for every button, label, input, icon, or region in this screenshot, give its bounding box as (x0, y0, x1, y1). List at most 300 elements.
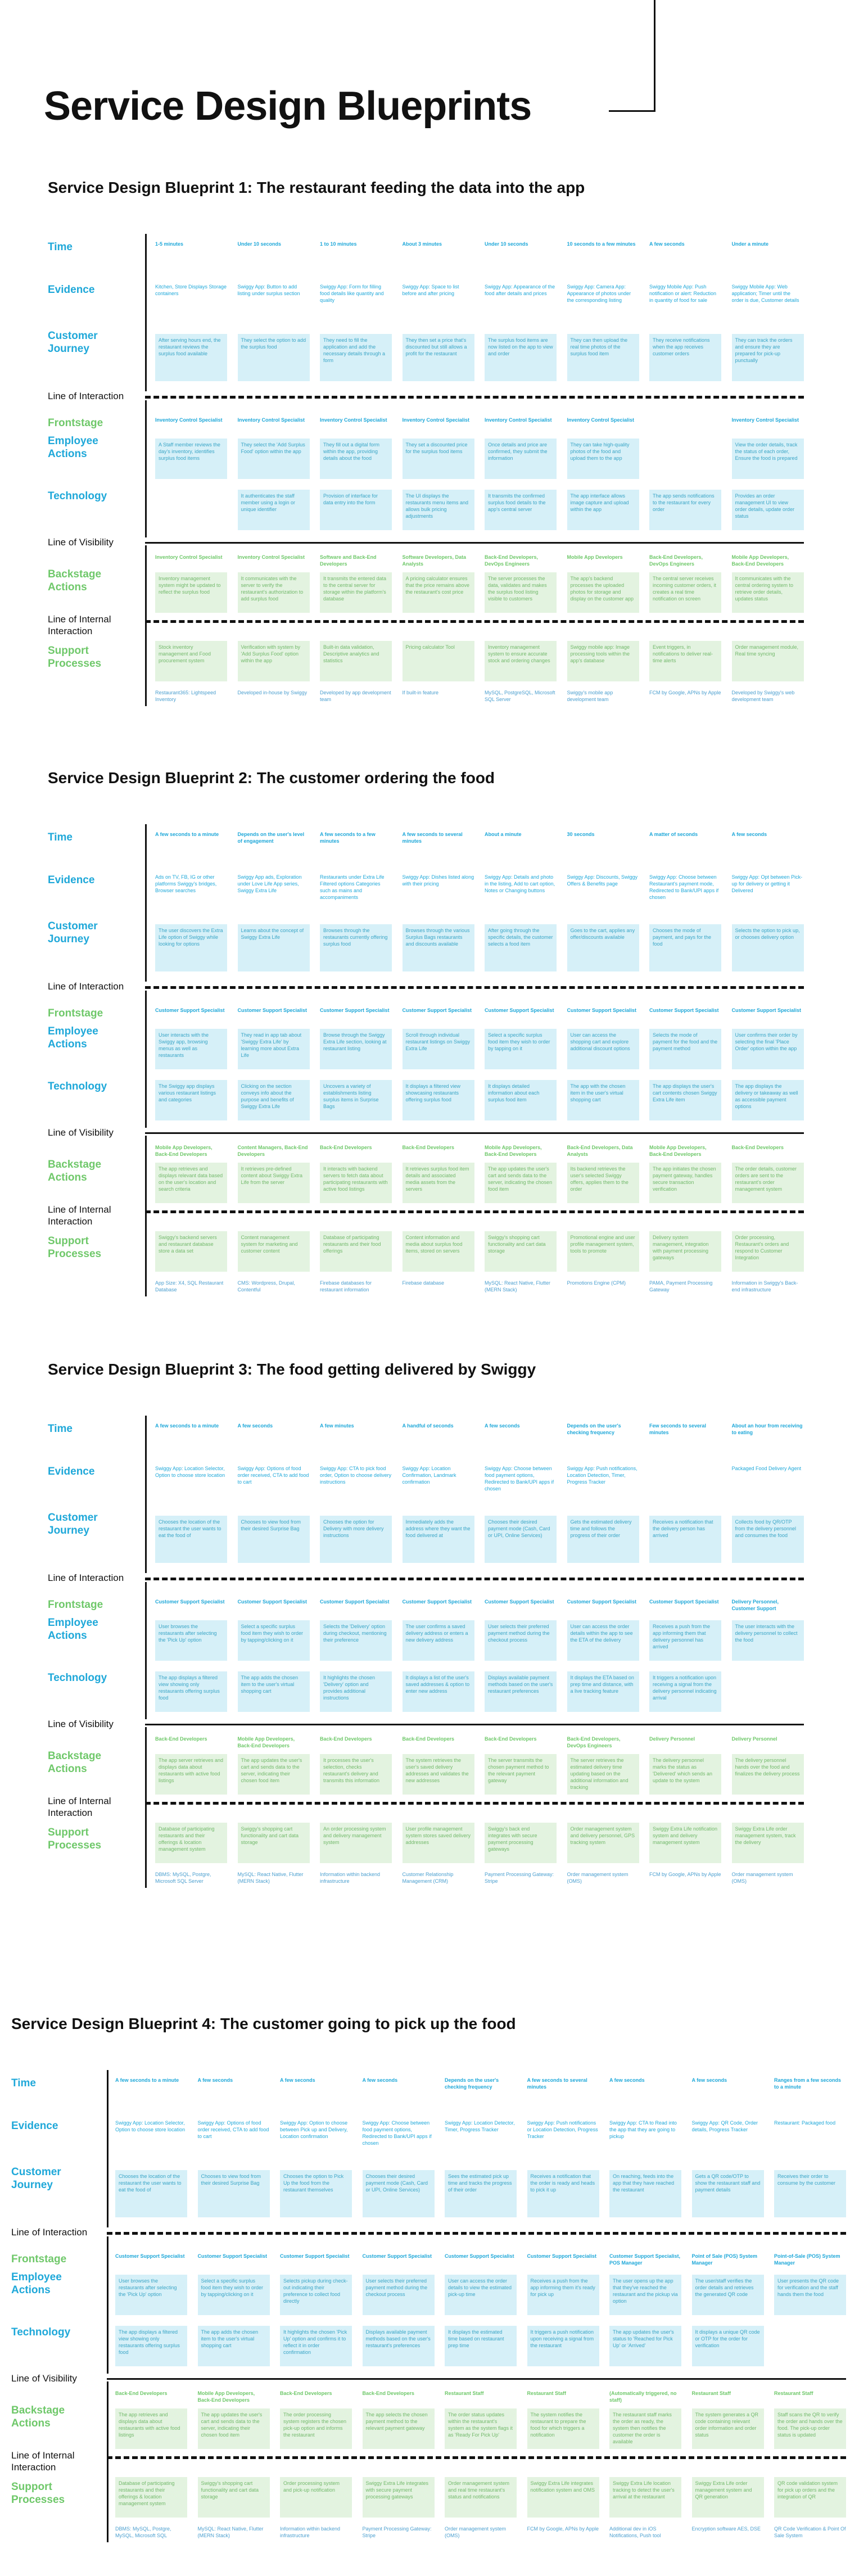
decorative-horizontal-line (609, 110, 655, 112)
line-of-interaction (107, 2232, 846, 2235)
backstage-actions-label: Backstage Actions (11, 2405, 65, 2429)
frontstage-card: User browses the restaurants after selecting the 'Pick Up' option (115, 2275, 187, 2315)
frontstage-card: They set a discounted price for the surplus food items (403, 439, 474, 479)
tool-cell: Promotions Engine (CPM) (567, 1280, 626, 1286)
frontstage-role: Customer Support Specialist (155, 1599, 225, 1605)
time-cell: About a minute (485, 831, 522, 837)
technology-card: It triggers a notification upon receiving a signal from the delivery personnel indicating arrival (649, 1671, 721, 1712)
journey-card: They need to fill the application and add the necessary details through a form (320, 334, 392, 381)
journey-card: Goes to the cart, applies any offer/discounts available (567, 924, 639, 971)
backstage-role: Back-End Developers (485, 1736, 537, 1742)
backstage-card: It processes the user's selection, checks restaurant's delivery and transmits this information (320, 1754, 392, 1795)
backstage-card: The delivery personnel hands over the food and finalizes the delivery process (732, 1754, 804, 1795)
frontstage-card: Selects the mode of payment for the food and the payment method (649, 1029, 721, 1069)
support-card: Swiggy's shopping cart functionality and cart data storage (238, 1823, 310, 1863)
blueprint-title: Service Design Blueprint 1: The restaurant feeding the data into the app (48, 179, 585, 196)
support-processes-label: Support Processes (48, 1827, 102, 1851)
tool-cell: Developed by Swiggy's web development team (731, 690, 795, 702)
frontstage-label: Frontstage (11, 2253, 67, 2265)
backstage-role: Back-End Developers (115, 2390, 168, 2396)
backstage-role: Back-End Developers, DevOps Engineers (649, 554, 703, 567)
journey-card: Browses through the restaurants currently offering surplus food (320, 924, 392, 971)
vertical-divider (107, 2236, 108, 2374)
frontstage-role: Customer Support Specialist (115, 2253, 185, 2259)
backstage-card: It communicates with the server to verify the restaurant's authorization to add surplus food (238, 572, 310, 613)
journey-card: Selects the option to pick up, or chooses delivery option (732, 924, 804, 971)
frontstage-card: They read in app tab about 'Swiggy Extra Life' by learning more about Extra Life (238, 1029, 310, 1069)
journey-card: Chooses the option for Delivery with more delivery instructions (320, 1516, 392, 1563)
blueprint-3 (0, 1361, 850, 1922)
tool-cell: PAMA, Payment Processing Gateway (649, 1280, 713, 1292)
backstage-card: The order processing system registers the chosen pick-up option and informs the restaurant (280, 2408, 352, 2449)
technology-card: The app sends notifications to the restaurant for every order (649, 490, 721, 530)
support-card: Swiggy Extra Life integrates notification system and OMS (527, 2477, 599, 2518)
backstage-role: Restaurant Staff (445, 2390, 484, 2396)
frontstage-card: User browses the restaurants after selecting the 'Pick Up' option (155, 1620, 227, 1661)
support-card: Order management module, Real time syncing (732, 641, 804, 681)
support-card: Swiggy's backend servers and restaurant database store a data set (155, 1231, 227, 1272)
frontstage-role: Customer Support Specialist (485, 1007, 554, 1013)
journey-card: Chooses the mode of payment, and pays for the food (649, 924, 721, 971)
tool-cell: DBMS: MySQL, Postgre, MySQL, Microsoft SQL (115, 2526, 171, 2538)
frontstage-card: User selects their preferred payment method during the checkout process (363, 2275, 435, 2315)
technology-label: Technology (48, 490, 107, 502)
tool-cell: Firebase databases for restaurant information (320, 1280, 372, 1292)
support-card: Swiggy Extra Life integrates with secure payment processing gateways (363, 2477, 435, 2518)
backstage-card: The app updates the user's cart and sends data to the server, indicating the chosen food item (485, 1163, 557, 1203)
support-card: Event triggers, in notifications to deliver real-time alerts (649, 641, 721, 681)
frontstage-card: View the order details, track the status of each order, Ensure the food is prepared (732, 439, 804, 479)
backstage-role: (Automatically triggered, no staff) (609, 2390, 677, 2403)
support-processes-label: Support Processes (48, 1235, 102, 1260)
evidence-cell: Swiggy App: Appearance of the food after details and prices (485, 284, 555, 296)
technology-card: The app interface allows image capture and upload within the app (567, 490, 639, 530)
tool-cell: CMS: Wordpress, Drupal, Contentful (237, 1280, 295, 1292)
time-label: Time (11, 2077, 37, 2089)
line-of-visibility (107, 2378, 846, 2380)
journey-card: Sees the estimated pick up time and tracks the progress of their order (445, 2170, 517, 2217)
decorative-vertical-line (654, 0, 655, 112)
backstage-card: A pricing calculator ensures that the price remains above the restaurant's cost price (403, 572, 474, 613)
vertical-divider (145, 991, 147, 1128)
time-label: Time (48, 831, 73, 843)
evidence-cell: Swiggy App: Discounts, Swiggy Offers & Benefits page (567, 874, 638, 887)
backstage-actions-label: Backstage Actions (48, 568, 102, 593)
technology-card: The UI displays the restaurants menu items and allows bulk pricing adjustments (403, 490, 474, 530)
frontstage-role: Point of Sale (POS) System Manager (691, 2253, 758, 2266)
frontstage-role: Customer Support Specialist (320, 1599, 390, 1605)
time-cell: A few seconds to several minutes (527, 2077, 587, 2090)
backstage-card: It communicates with the central ordering system to retrieve order details, updates status (732, 572, 804, 613)
vertical-divider (145, 234, 147, 391)
technology-card: The app displays a filtered view showing only restaurants offering surplus food (155, 1671, 227, 1712)
backstage-role: Restaurant Staff (691, 2390, 731, 2396)
line-of-visibility (145, 1724, 804, 1725)
support-card: Swiggy Extra Life order management system and QR generation (692, 2477, 764, 2518)
backstage-role: Content Managers, Back-End Developers (237, 1145, 308, 1157)
support-card: An order processing system and delivery management system (320, 1823, 392, 1863)
employee-actions-label: Employee Actions (48, 1025, 98, 1050)
journey-card: After going through the specific details, the customer selects a food item (485, 924, 557, 971)
frontstage-card: Browse through the Swiggy Extra Life section, looking at restaurant listing (320, 1029, 392, 1069)
backstage-role: Back-End Developers (731, 1145, 784, 1150)
frontstage-role: Inventory Control Specialist (731, 417, 799, 423)
line-of-internal-interaction (145, 1210, 804, 1213)
support-card: User profile management system stores saved delivery addresses (403, 1823, 474, 1863)
frontstage-role: Customer Support Specialist (155, 1007, 225, 1013)
tool-cell: Order management system (OMS) (567, 1872, 629, 1884)
frontstage-role: Customer Support Specialist, POS Manager (609, 2253, 681, 2266)
backstage-card: The app initiates the chosen payment gateway, handles secure transaction verification (649, 1163, 721, 1203)
technology-card: It displays the ETA based on prep time and distance, with a live tracking feature (567, 1671, 639, 1712)
support-card: Inventory management system to ensure accurate stock and ordering changes (485, 641, 557, 681)
tool-cell: FCM by Google, APNs by Apple (649, 1872, 721, 1877)
evidence-cell: Swiggy App: Push notifications, Location Detection, Timer, Progress Tracker (567, 1466, 638, 1485)
backstage-card: Staff scans the QR to verify the order and hands over the food. The pick-up order status is updated (774, 2408, 846, 2449)
backstage-card: It retrieves pre-defined content about Swiggy Extra Life from the server (238, 1163, 310, 1203)
evidence-cell: Swiggy Mobile App: Web application; Timer until the order is due, Customer details (731, 284, 799, 303)
journey-card: The user discovers the Extra Life option of Swiggy while looking for options (155, 924, 227, 971)
backstage-role: Back-End Developers, DevOps Engineers (567, 1736, 621, 1748)
technology-label: Technology (48, 1672, 107, 1684)
evidence-cell: Swiggy App: Opt between Pick-up for delivery or getting it Delivered (731, 874, 803, 893)
time-cell: 30 seconds (567, 831, 595, 837)
page-title: Service Design Blueprints (44, 84, 532, 129)
technology-card: The app displays the delivery or takeaway as well as accessible payment options (732, 1080, 804, 1120)
journey-card: They can then upload the real time photos of the surplus food item (567, 334, 639, 381)
journey-card: Chooses to view food from their desired Surprise Bag (198, 2170, 270, 2217)
backstage-role: Inventory Control Specialist (155, 554, 223, 560)
evidence-cell: Swiggy App: Space to list before and after pricing (402, 284, 459, 296)
line-of-interaction-label: Line of Interaction (11, 2227, 88, 2238)
frontstage-card: Select a specific surplus food item they wish to order by tapping/clicking on it (238, 1620, 310, 1661)
evidence-cell: Swiggy App: Location Selector, Option to choose store location (155, 1466, 225, 1478)
support-card: Swiggy mobile app: Image processing tools within the app's database (567, 641, 639, 681)
time-cell: Under 10 seconds (485, 241, 528, 247)
frontstage-card: Receives a push from the app informing them that delivery personnel has arrived (649, 1620, 721, 1661)
frontstage-role: Customer Support Specialist (527, 2253, 597, 2259)
backstage-card: The app updates the user's cart and sends data to the server, indicating their chosen food item (198, 2408, 270, 2449)
blueprint-4 (0, 2015, 850, 2576)
frontstage-card: They select the 'Add Surplus Food' option within the app (238, 439, 310, 479)
backstage-role: Restaurant Staff (527, 2390, 567, 2396)
backstage-card: It interacts with backend servers to fetch data about participating restaurants with active food listings (320, 1163, 392, 1203)
frontstage-card: A Staff member reviews the day's inventory, identifies surplus food items (155, 439, 227, 479)
blueprint-2 (0, 769, 850, 1330)
technology-card: Clicking on the section conveys info about the purpose and benefits of Swiggy Extra Life (238, 1080, 310, 1120)
time-cell: A few seconds (485, 1423, 520, 1429)
evidence-cell: Swiggy App: Dishes listed along with their pricing (402, 874, 474, 887)
journey-card: Receives their order to consume by the customer (774, 2170, 846, 2217)
time-cell: Under a minute (731, 241, 769, 247)
backstage-card: The system notifies the restaurant to prepare the food for which triggers a notification (527, 2408, 599, 2449)
technology-card: The app with the chosen item in the user's virtual shopping cart (567, 1080, 639, 1120)
time-cell: A few seconds (649, 241, 685, 247)
evidence-cell: Ads on TV, FB, IG or other platforms Swiggy's bridges, Browser searches (155, 874, 217, 893)
frontstage-card: Select a specific surplus food item they wish to order by tapping on it (485, 1029, 557, 1069)
time-cell: A few seconds (280, 2077, 315, 2083)
backstage-card: The central server receives incoming customer orders, it creates a real time notification on screen (649, 572, 721, 613)
backstage-actions-label: Backstage Actions (48, 1750, 102, 1775)
backstage-card: The delivery personnel marks the status as 'Delivered' which sends an update to the system (649, 1754, 721, 1795)
support-card: Order processing system and pick-up notification (280, 2477, 352, 2518)
frontstage-role: Customer Support Specialist (280, 2253, 350, 2259)
frontstage-card: Select a specific surplus food item they wish to order by tapping/clicking on it (198, 2275, 270, 2315)
vertical-divider (145, 545, 147, 706)
frontstage-card: User selects their preferred payment method during the checkout process (485, 1620, 557, 1661)
backstage-role: Restaurant Staff (774, 2390, 813, 2396)
backstage-card: The order details, customer orders are sent to the restaurant's order management system (732, 1163, 804, 1203)
customer-journey-label: Customer Journey (48, 330, 98, 355)
line-of-internal-interaction (145, 1802, 804, 1805)
frontstage-card: User interacts with the Swiggy app, browsing menus as well as restaurants (155, 1029, 227, 1069)
frontstage-role: Customer Support Specialist (567, 1599, 637, 1605)
line-of-visibility-label: Line of Visibility (11, 2373, 77, 2384)
backstage-role: Back-End Developers (155, 1736, 207, 1742)
time-cell: A few seconds (237, 1423, 273, 1429)
evidence-label: Evidence (11, 2120, 58, 2132)
vertical-divider (107, 2070, 108, 2227)
time-cell: 1 to 10 minutes (320, 241, 357, 247)
support-card: Order management system and real time restaurant's status and notifications (445, 2477, 517, 2518)
line-of-visibility (145, 1132, 804, 1134)
time-cell: A few seconds (731, 831, 767, 837)
journey-card: Chooses their desired payment mode (Cash, Card or UPI, Online Services) (363, 2170, 435, 2217)
journey-card: After serving hours end, the restaurant reviews the surplus food available (155, 334, 227, 381)
journey-card: Chooses their desired payment mode (Cash, Card or UPI, Online Services) (485, 1516, 557, 1563)
tool-cell: MySQL: React Native, Flutter (MERN Stack) (237, 1872, 304, 1884)
backstage-role: Back-End Developers, DevOps Engineers (485, 554, 539, 567)
journey-card: Chooses the location of the restaurant the user wants to eat the food of (115, 2170, 187, 2217)
journey-card: They can track the orders and ensure they are prepared for pick-up punctually (732, 334, 804, 381)
technology-card: The app displays the user's cart contents chosen Swiggy Extra Life item (649, 1080, 721, 1120)
backstage-role: Back-End Developers (362, 2390, 415, 2396)
tool-cell: Firebase database (402, 1280, 445, 1286)
support-card: Order processing, Restaurant's orders and respond to Customer Integration (732, 1231, 804, 1272)
line-of-interaction-label: Line of Interaction (48, 391, 124, 401)
evidence-cell: Swiggy App: Options of food order received, CTA to add food to cart (197, 2120, 269, 2139)
frontstage-role: Customer Support Specialist (402, 1599, 472, 1605)
frontstage-card: The user opens up the app that they've reached the restaurant and the pickup via option (609, 2275, 681, 2315)
line-of-internal-interaction-label: Line of Internal Interaction (48, 1796, 111, 1818)
time-cell: 10 seconds to a few minutes (567, 241, 636, 247)
frontstage-card: User can access the order details within the app to see the ETA of the delivery (567, 1620, 639, 1661)
backstage-card: The app retrieves and displays data about restaurants with active food listings (115, 2408, 187, 2449)
backstage-card: The system retrieves the user's saved delivery addresses and validates the new addresses (403, 1754, 474, 1795)
tool-cell: QR Code Verification & Point Of Sale System (774, 2526, 846, 2538)
frontstage-role: Inventory Control Specialist (155, 417, 223, 423)
time-cell: Depends on the user's level of engagement (237, 831, 305, 844)
support-card: Swiggy Extra Life order management system, track the delivery (732, 1823, 804, 1863)
journey-card: Chooses the location of the restaurant the user wants to eat the food of (155, 1516, 227, 1563)
technology-card: The Swiggy app displays various restaurant listings and categories (155, 1080, 227, 1120)
support-card: Verification with system by 'Add Surplus Food' option within the app (238, 641, 310, 681)
evidence-label: Evidence (48, 1466, 95, 1477)
tool-cell: Customer Relationship Management (CRM) (402, 1872, 454, 1884)
time-cell: A few seconds to a few minutes (320, 831, 376, 844)
backstage-card: The server retrieves the estimated delivery time updating based on the additional information and tracking (567, 1754, 639, 1795)
support-card: Content information and media about surplus food items, stored on servers (403, 1231, 474, 1272)
technology-card: It displays a filtered view showcasing restaurants offering surplus food (403, 1080, 474, 1120)
evidence-label: Evidence (48, 874, 95, 886)
time-cell: A handful of seconds (402, 1423, 454, 1429)
tool-cell: Information within backend infrastructure (280, 2526, 341, 2538)
frontstage-card: User can access the order details to view the estimated pick-up time (445, 2275, 517, 2315)
evidence-cell: Restaurant: Packaged food (774, 2120, 836, 2126)
backstage-role: Delivery Personnel (649, 1736, 695, 1742)
backstage-role: Delivery Personnel (731, 1736, 777, 1742)
evidence-cell: Swiggy App: Option to choose between Pick up and Delivery, Location confirmation (280, 2120, 348, 2139)
line-of-interaction-label: Line of Interaction (48, 1572, 124, 1583)
journey-card: Gets a QR code/OTP to show the restaurant staff and payment details (692, 2170, 764, 2217)
evidence-cell: Swiggy App: QR Code, Order details, Progress Tracker (691, 2120, 758, 2132)
time-cell: Few seconds to several minutes (649, 1423, 707, 1435)
frontstage-card: User presents the QR code for verification and the staff hands them the food (774, 2275, 846, 2315)
support-card: Pricing calculator Tool (403, 641, 474, 681)
journey-card: Learns about the concept of Swiggy Extra Life (238, 924, 310, 971)
backstage-card: The order status updates within the restaurant's system as the system flags it as 'Ready For Pick Up' (445, 2408, 517, 2449)
frontstage-card: The user interacts with the delivery personnel to collect the food (732, 1620, 804, 1661)
vertical-divider (145, 1727, 147, 1888)
evidence-cell: Swiggy App ads, Exploration under Love Life App series, Swiggy Extra Life (237, 874, 302, 893)
line-of-internal-interaction-label: Line of Internal Interaction (48, 614, 111, 636)
line-of-internal-interaction-label: Line of Internal Interaction (48, 1204, 111, 1227)
frontstage-role: Inventory Control Specialist (237, 417, 305, 423)
evidence-cell: Swiggy App: Choose between food payment options, Redirected to Bank/UPI apps if chosen (362, 2120, 432, 2146)
backstage-card: It transmits the entered data to the central server for storage within the platform's database (320, 572, 392, 613)
evidence-cell: Swiggy App: Push notifications or Location Detection, Progress Tracker (527, 2120, 598, 2139)
backstage-card: The server processes the data, validates and makes the surplus food listing visible to customers (485, 572, 557, 613)
frontstage-label: Frontstage (48, 1599, 103, 1611)
tool-cell: Information within backend infrastructure (320, 1872, 381, 1884)
frontstage-role: Customer Support Specialist (485, 1599, 554, 1605)
backstage-card: The app selects the chosen payment method to the relevant payment gateway (363, 2408, 435, 2449)
frontstage-role: Inventory Control Specialist (567, 417, 635, 423)
time-cell: About an hour from receiving to eating (731, 1423, 803, 1435)
frontstage-card: They fill out a digital form within the app, providing details about the food (320, 439, 392, 479)
backstage-role: Mobile App Developers, Back-End Developers (197, 2390, 255, 2403)
journey-card: The surplus food items are now listed on the app to view and order (485, 334, 557, 381)
technology-card: Provision of interface for data entry into the form (320, 490, 392, 530)
evidence-cell: Swiggy App: Location Confirmation, Landmark confirmation (402, 1466, 456, 1485)
time-cell: Ranges from a few seconds to a minute (774, 2077, 842, 2090)
tool-cell: Developed by app development team (320, 690, 391, 702)
frontstage-role: Customer Support Specialist (237, 1599, 308, 1605)
customer-journey-label: Customer Journey (48, 920, 98, 945)
tool-cell: FCM by Google, APNs by Apple (649, 690, 721, 695)
line-of-interaction (145, 396, 804, 399)
support-card: Promotional engine and user profile management system, tools to promote (567, 1231, 639, 1272)
evidence-cell: Swiggy App: CTA to Read into the app that they are going to pickup (609, 2120, 677, 2139)
frontstage-role: Customer Support Specialist (567, 1007, 637, 1013)
tool-cell: Additional dev in iOS Notifications, Push tool (609, 2526, 661, 2538)
evidence-cell: Swiggy Mobile App: Push notification or alert: Reduction in quantity of food for sale (649, 284, 717, 303)
backstage-card: The system generates a QR code containing relevant order information and order status (692, 2408, 764, 2449)
support-card: Swiggy Extra Life location tracking to detect the user's arrival at the restaurant (609, 2477, 681, 2518)
blueprint-title: Service Design Blueprint 2: The customer ordering the food (48, 769, 495, 787)
frontstage-label: Frontstage (48, 417, 103, 429)
journey-card: Collects food by QR/OTP from the delivery personnel and consumes the food (732, 1516, 804, 1563)
technology-card: It highlights the chosen 'Pick Up' option and confirms it to reflect it in order confirmation (280, 2326, 352, 2366)
technology-card: The app updates the user's status to 'Reached for Pick Up' or 'Arrived' (609, 2326, 681, 2366)
frontstage-label: Frontstage (48, 1007, 103, 1019)
support-card: Swiggy's back end integrates with secure payment processing gateways (485, 1823, 557, 1863)
time-cell: A few seconds (691, 2077, 727, 2083)
evidence-cell: Restaurants under Extra Life Filtered options Categories such as mains and accompaniments (320, 874, 385, 900)
vertical-divider (145, 1582, 147, 1719)
employee-actions-label: Employee Actions (48, 435, 98, 460)
time-cell: A matter of seconds (649, 831, 698, 837)
evidence-cell: Swiggy App: Details and photo in the listing, Add to cart option, Notes or Changing buttons (485, 874, 555, 893)
technology-card: It highlights the chosen 'Delivery' option and provides additional instructions (320, 1671, 392, 1712)
support-card: Stock inventory management and Food procurement system (155, 641, 227, 681)
line-of-visibility-label: Line of Visibility (48, 1719, 114, 1729)
tool-cell: Swiggy's mobile app development team (567, 690, 613, 702)
evidence-cell: Swiggy App: Location Selector, Option to choose store location (115, 2120, 186, 2132)
backstage-role: Back-End Developers (320, 1736, 372, 1742)
time-label: Time (48, 1423, 73, 1435)
frontstage-role: Customer Support Specialist (237, 1007, 308, 1013)
frontstage-card: Scroll through individual restaurant listings on Swiggy Extra Life (403, 1029, 474, 1069)
tool-cell: Information in Swiggy's Back-end infrastructure (731, 1280, 798, 1292)
frontstage-card: The user confirms a saved delivery address or enters a new delivery address (403, 1620, 474, 1661)
time-label: Time (48, 241, 73, 253)
time-cell: A few seconds (609, 2077, 645, 2083)
backstage-role: Back-End Developers (402, 1145, 455, 1150)
journey-card: They then set a price that's discounted but still allows a profit for the restaurant (403, 334, 474, 381)
frontstage-role: Inventory Control Specialist (485, 417, 552, 423)
support-card: Database of participating restaurants and their offerings & location management system (115, 2477, 187, 2518)
evidence-cell: Swiggy App: Form for filling food details like quantity and quality (320, 284, 384, 303)
line-of-internal-interaction (107, 2456, 846, 2459)
support-card: Database of participating restaurants and their food offerings (320, 1231, 392, 1272)
time-cell: A few minutes (320, 1423, 354, 1429)
backstage-card: The app's backend processes the uploaded photos for storage and display on the customer app (567, 572, 639, 613)
backstage-role: Back-End Developers (402, 1736, 455, 1742)
line-of-visibility-label: Line of Visibility (48, 537, 114, 548)
line-of-interaction-label: Line of Interaction (48, 981, 124, 992)
tool-cell: App Size: X4, SQL Restaurant Database (155, 1280, 224, 1292)
frontstage-card: Once details and price are confirmed, they submit the information (485, 439, 557, 479)
journey-card: Receives a notification that the order is ready and heads to pick it up (527, 2170, 599, 2217)
technology-card: It triggers a push notification upon receiving a signal from the restaurant (527, 2326, 599, 2366)
vertical-divider (145, 1416, 147, 1573)
backstage-role: Inventory Control Specialist (237, 554, 305, 560)
frontstage-role: Customer Support Specialist (197, 2253, 268, 2259)
technology-card: Displays available payment methods based on the user's restaurant's preferences (363, 2326, 435, 2366)
evidence-label: Evidence (48, 284, 95, 296)
journey-card: Browses through the various Surplus Bags restaurants and discounts available (403, 924, 474, 971)
frontstage-card: They can take high-quality photos of the food and upload them to the app (567, 439, 639, 479)
time-cell: 1-5 minutes (155, 241, 184, 247)
frontstage-role: Customer Support Specialist (731, 1007, 802, 1013)
vertical-divider (107, 2381, 108, 2542)
tool-cell: Payment Processing Gateway: Stripe (362, 2526, 432, 2538)
frontstage-role: Customer Support Specialist (649, 1007, 719, 1013)
backstage-card: The restaurant staff marks the order as ready, the system then notifies the customer the order is available (609, 2408, 681, 2449)
blueprint-title: Service Design Blueprint 3: The food getting delivered by Swiggy (48, 1361, 536, 1378)
frontstage-role: Customer Support Specialist (320, 1007, 390, 1013)
customer-journey-label: Customer Journey (11, 2166, 61, 2191)
employee-actions-label: Employee Actions (48, 1617, 98, 1642)
journey-card: Chooses to view food from their desired Surprise Bag (238, 1516, 310, 1563)
technology-card: It displays the estimated time based on restaurant prep time (445, 2326, 517, 2366)
frontstage-role: Customer Support Specialist (445, 2253, 514, 2259)
technology-label: Technology (11, 2326, 71, 2338)
tool-cell: MySQL: React Native, Flutter (MERN Stack) (485, 1280, 551, 1292)
technology-card: The app adds the chosen item to the user's virtual shopping cart (198, 2326, 270, 2366)
tool-cell: FCM by Google, APNs by Apple (527, 2526, 599, 2532)
